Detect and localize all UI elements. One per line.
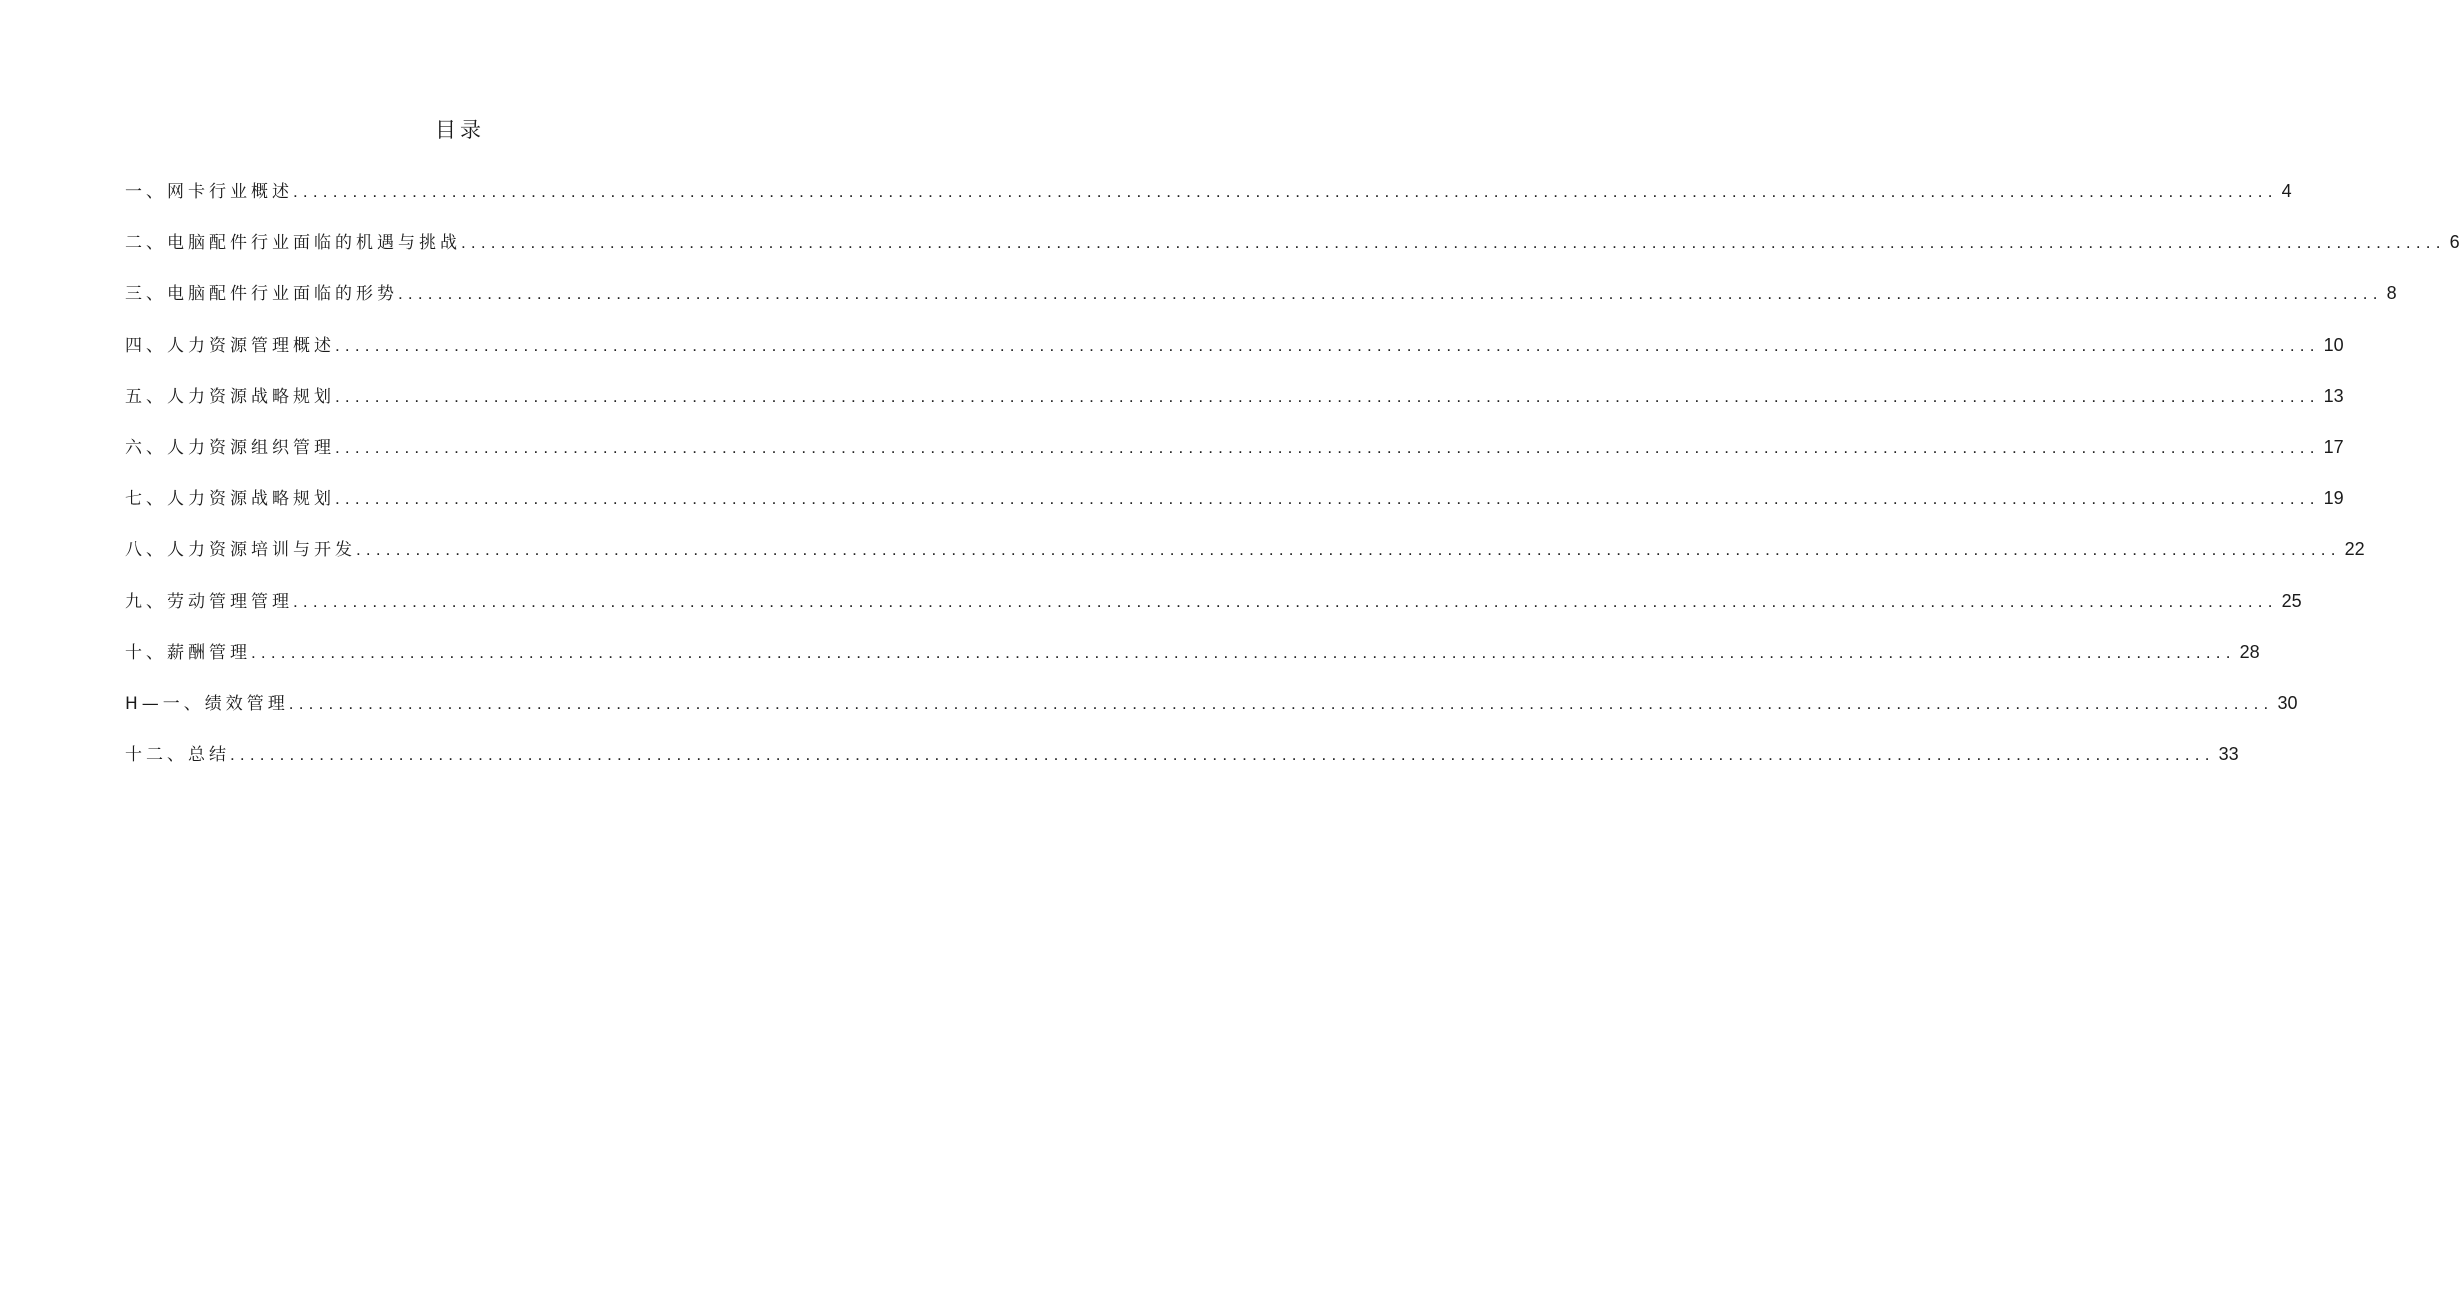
toc-entry[interactable] [125, 584, 2302, 635]
toc-page-number: 13 [2323, 385, 2344, 406]
toc-page-number: 6 [2449, 232, 2460, 253]
toc-dot-leader: ........................................................................................................................................................................................................ [335, 437, 2320, 457]
toc-entry-text: 九、劳动管理管理 [125, 591, 293, 612]
toc-entry[interactable] [125, 737, 2239, 788]
toc-page-number: 10 [2323, 334, 2344, 355]
toc-page-number: 28 [2239, 641, 2260, 662]
toc-dot-leader: ........................................................................................................................................................................................................ [230, 745, 2215, 765]
toc-dot-leader: ........................................................................................................................................................................................................ [293, 182, 2278, 201]
toc-dot-leader: ........................................................................................................................................................................................................ [356, 540, 2341, 560]
toc-entry-text: 十、薪酬管理 [125, 642, 251, 663]
toc-dot-leader: ........................................................................................................................................................................................................ [398, 284, 2383, 304]
toc-entry-text: 十二、总结 [125, 745, 230, 766]
toc-dot-leader: ........................................................................................................................................................................................................ [288, 693, 2274, 713]
toc-entry[interactable] [125, 481, 2344, 532]
toc-entry[interactable] [125, 276, 2397, 327]
toc-page-number: 33 [2218, 744, 2239, 765]
toc-dot-leader: ........................................................................................................................................................................................................ [335, 335, 2320, 355]
toc-entry-text: 四、人力资源管理概述 [125, 335, 335, 356]
toc-page-number: 25 [2281, 590, 2302, 611]
toc-page-number: 22 [2344, 539, 2365, 560]
toc-entry-text: 八、人力资源培训与开发 [125, 540, 356, 561]
toc-page-number: 17 [2323, 436, 2344, 457]
toc-title: 目录 [435, 118, 485, 142]
toc-page-number: 19 [2323, 488, 2344, 509]
toc-dot-leader: ........................................................................................................................................................................................................ [461, 233, 2446, 253]
toc-entry-text: 六、人力资源组织管理 [125, 437, 335, 458]
toc-entry[interactable] [125, 328, 2344, 379]
toc-entry-text: 五、人力资源战略规划 [125, 386, 335, 407]
toc-dot-leader: ........................................................................................................................................................................................................ [251, 642, 2236, 662]
toc-entry[interactable] [125, 532, 2365, 583]
toc-entry-text: H—一、绩效管理 [125, 693, 289, 714]
toc-entry[interactable] [125, 174, 2292, 225]
toc-entry[interactable] [125, 686, 2298, 737]
toc-dot-leader: ........................................................................................................................................................................................................ [335, 386, 2320, 406]
toc-entry[interactable] [125, 225, 2460, 276]
toc-entry[interactable] [125, 635, 2260, 686]
toc-page-number: 8 [2386, 283, 2397, 304]
toc-page-number: 30 [2277, 692, 2298, 713]
toc-entry-text: 三、电脑配件行业面临的形势 [125, 284, 398, 305]
toc-list [125, 174, 2460, 788]
toc-entry[interactable] [125, 379, 2344, 430]
toc-entry-text: 七、人力资源战略规划 [125, 489, 335, 510]
toc-entry-text: 一、网卡行业概述 [125, 182, 293, 202]
toc-entry-text: 二、电脑配件行业面临的机遇与挑战 [125, 233, 461, 254]
toc-page-number: 4 [2281, 181, 2292, 201]
toc-entry[interactable] [125, 430, 2344, 481]
toc-dot-leader: ........................................................................................................................................................................................................ [335, 489, 2320, 509]
toc-dot-leader: ........................................................................................................................................................................................................ [293, 591, 2278, 611]
